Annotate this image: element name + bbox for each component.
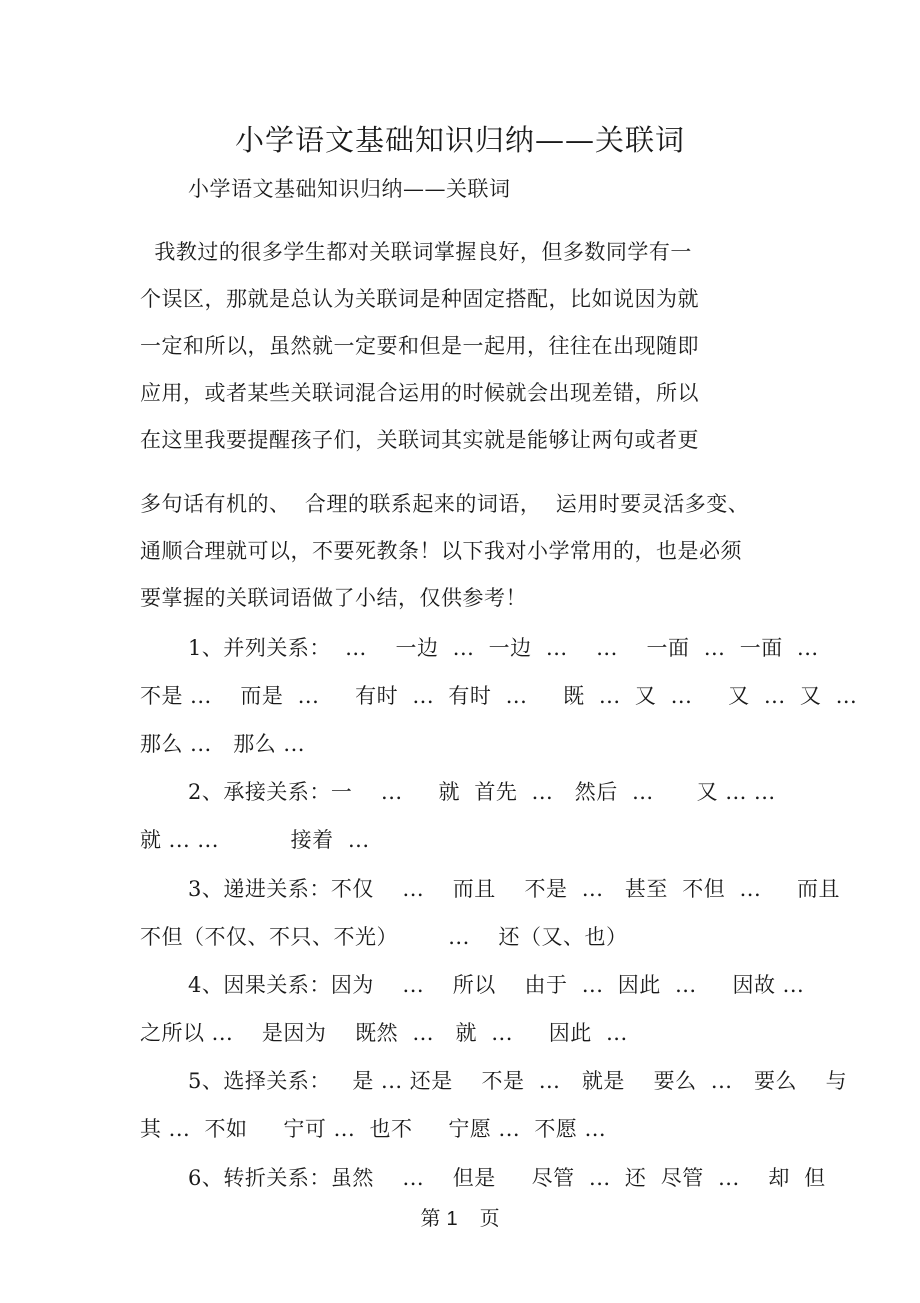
intro-line: 在这里我要提醒孩子们，关联词其实就是能够让两句或者更 bbox=[140, 428, 699, 452]
page-number: 1 bbox=[446, 1208, 458, 1230]
section-parallel-line: 不是 ... 而是 ... 有时 ... 有时 ... 既 ... 又 ... 又 ... 又 ... bbox=[140, 684, 858, 708]
intro-line: 要掌握的关联词语做了小结，仅供参考！ bbox=[140, 586, 527, 610]
document-subtitle: 小学语文基础知识归纳——关联词 bbox=[188, 177, 511, 201]
intro-line: 我教过的很多学生都对关联词掌握良好，但多数同学有一 bbox=[140, 240, 692, 264]
section-causal-line: 4、因果关系：因为 ... 所以 由于 ... 因此 ... 因故 ... bbox=[188, 973, 805, 997]
intro-line: 一定和所以，虽然就一定要和但是一起用，往往在出现随即 bbox=[140, 334, 699, 358]
intro-line: 多句话有机的、 合理的联系起来的词语， 运用时要灵活多变、 bbox=[140, 492, 750, 516]
intro-line: 通顺合理就可以，不要死教条！以下我对小学常用的，也是必须 bbox=[140, 539, 742, 563]
section-sequence-line: 就 ... ... 接着 ... bbox=[140, 828, 370, 852]
section-causal-line: 之所以 ... 是因为 既然 ... 就 ... 因此 ... bbox=[140, 1021, 628, 1045]
section-progressive-line: 3、递进关系：不仅 ... 而且 不是 ... 甚至 不但 ... 而且 bbox=[188, 877, 840, 901]
section-choice-line: 5、选择关系： 是 ... 还是 不是 ... 就是 要么 ... 要么 与 bbox=[188, 1069, 848, 1093]
section-progressive-line: 不但（不仅、不只、不光） ... 还（又、也） bbox=[140, 925, 628, 949]
section-choice-line: 其 ... 不如 宁可 ... 也不 宁愿 ... 不愿 ... bbox=[140, 1117, 607, 1141]
section-parallel-line: 那么 ... 那么 ... bbox=[140, 732, 305, 756]
section-sequence-line: 2、承接关系：一 ... 就 首先 ... 然后 ... 又 ... ... bbox=[188, 780, 776, 804]
document-title: 小学语文基础知识归纳——关联词 bbox=[234, 123, 685, 157]
intro-line: 个误区，那就是总认为关联词是种固定搭配，比如说因为就 bbox=[140, 287, 699, 311]
intro-line: 应用，或者某些关联词混合运用的时候就会出现差错，所以 bbox=[140, 381, 699, 405]
page-footer bbox=[0, 1202, 920, 1231]
section-parallel-line: 1、并列关系： ... 一边 ... 一边 ... ... 一面 ... 一面 ... bbox=[188, 636, 819, 660]
footer-prefix: 第 bbox=[420, 1206, 441, 1230]
footer-suffix: 页 bbox=[479, 1206, 500, 1230]
section-contrast-line: 6、转折关系：虽然 ... 但是 尽管 ... 还 尽管 ... 却 但 bbox=[188, 1166, 826, 1190]
